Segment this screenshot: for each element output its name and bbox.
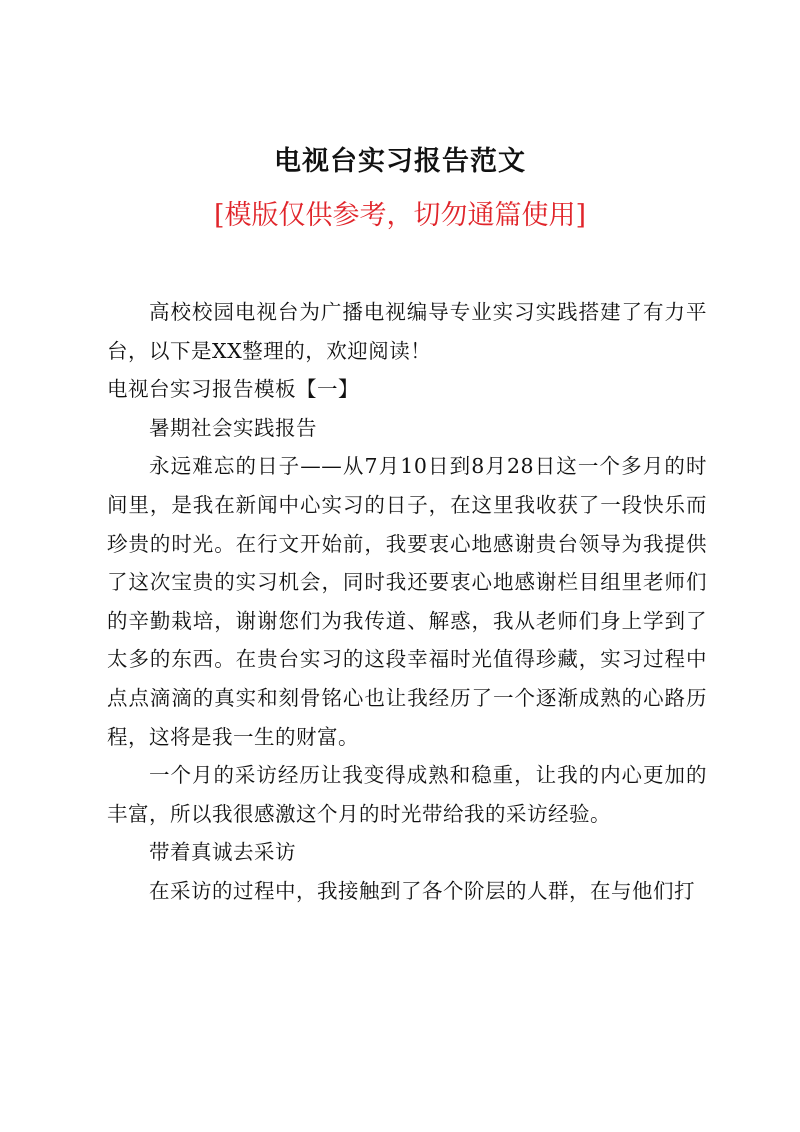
- subheading: 暑期社会实践报告: [149, 415, 317, 440]
- section-heading: 电视台实习报告模板【一】: [107, 377, 359, 402]
- intro-paragraph: 高校校园电视台为广播电视编导专业实习实践搭建了有力平台，以下是XX整理的，欢迎阅读！: [107, 300, 707, 363]
- document-title: 电视台实习报告范文: [274, 146, 526, 177]
- document-subtitle: [模版仅供参考，切勿通篇使用]: [213, 200, 587, 231]
- subheading: 带着真诚去采访: [149, 840, 296, 865]
- document-body: [107, 293, 707, 911]
- body-paragraph: 永远难忘的日子——从7月10日到8月28日这一个多月的时间里，是我在新闻中心实习的日子，在这里我收获了一段快乐而珍贵的时光。在行文开始前，我要衷心地感谢贵台领导为我提供了这次宝贵的实习机会，同时我还要衷心地感谢栏目组里老师们的辛勤栽培，谢谢您们为我传道、解惑，我从老师们身上学到了太多的东西。在贵台实习的这段幸福时光值得珍藏，实习过程中点点滴滴的真实和刻骨铭心也让我经历了一个逐渐成熟的心路历程，这将是我一生的财富。: [107, 454, 707, 749]
- body-paragraph: 在采访的过程中，我接触到了各个阶层的人群，在与他们打: [149, 878, 695, 903]
- body-paragraph: 一个月的采访经历让我变得成熟和稳重，让我的内心更加的丰富，所以我很感激这个月的时光带给我的采访经验。: [107, 763, 707, 826]
